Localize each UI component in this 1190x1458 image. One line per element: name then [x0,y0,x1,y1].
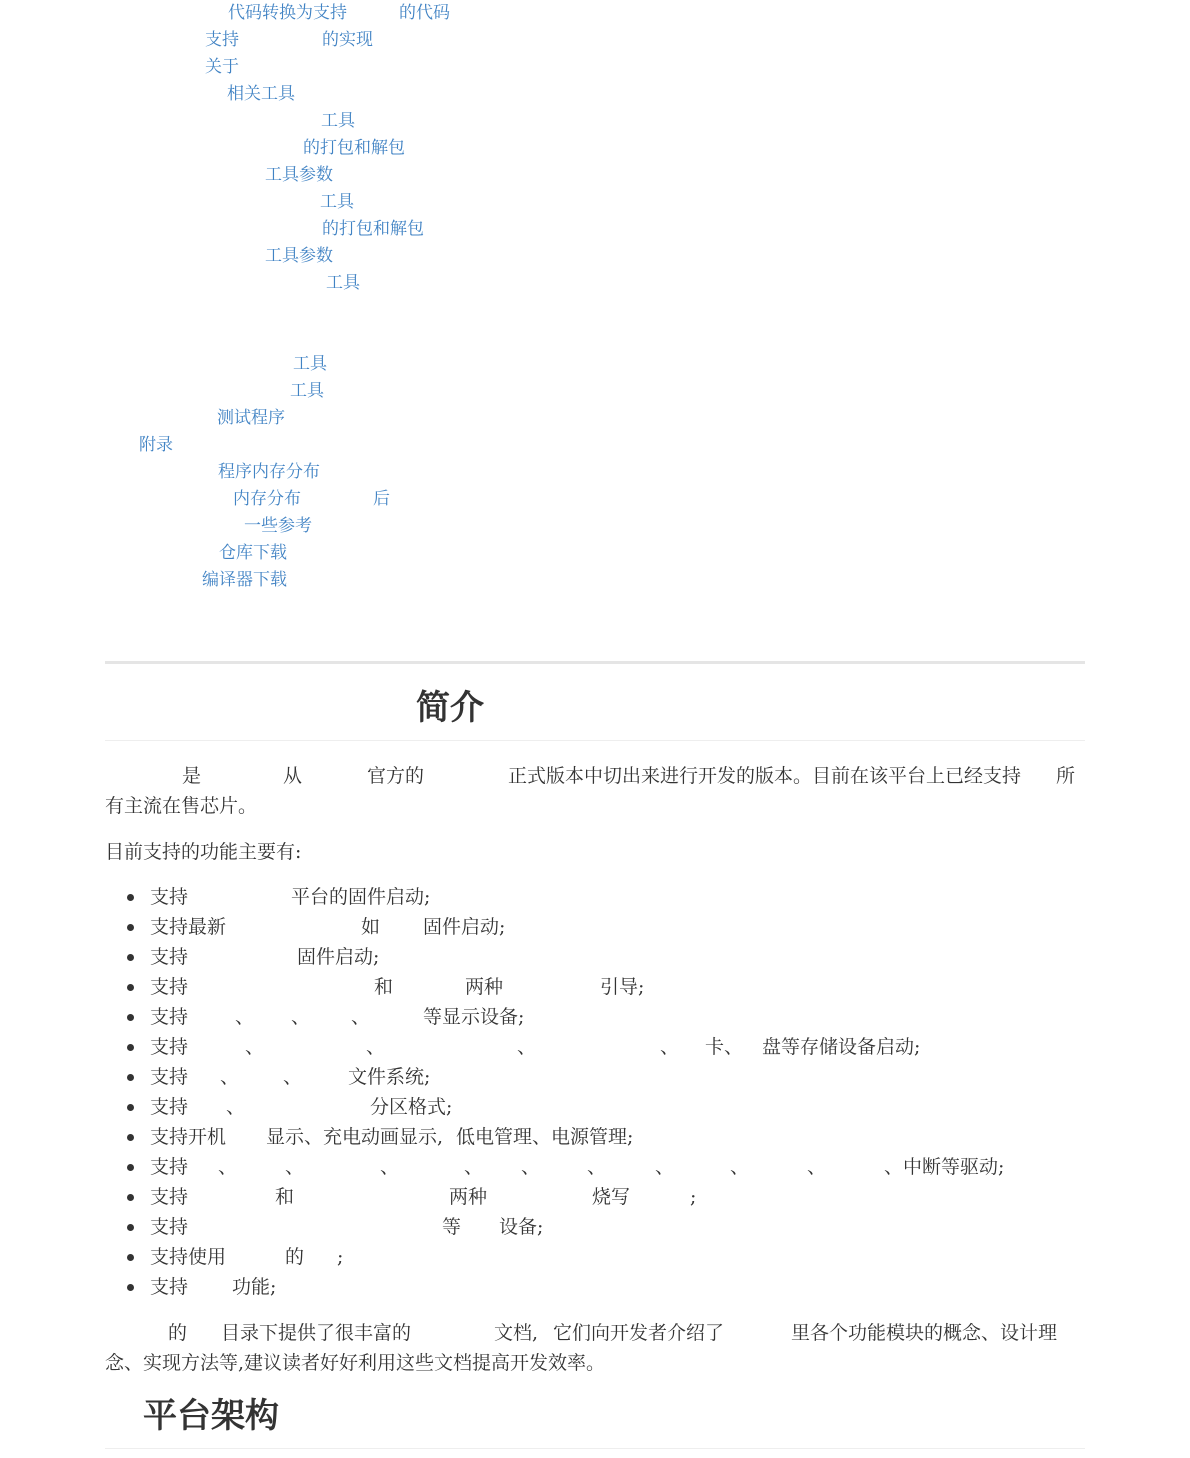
toc-link[interactable]: 工具参数 [265,165,333,185]
list-item-text: 设备; [499,1216,544,1238]
list-item-text: 固件启动; [423,916,506,938]
list-item-text: 、 [517,1036,537,1058]
toc-link[interactable]: 后 [373,489,390,509]
list-item-text: 支持 [150,1276,189,1298]
list-item-text: 、 [521,1156,541,1178]
platform-heading-underline [105,1448,1085,1449]
list-item-text: 、中断等驱动; [884,1156,1005,1178]
bullet-icon [127,1074,134,1081]
toc-link[interactable]: 代码转换为支持 [228,3,347,23]
intro-paragraph-line2: 有主流在售芯片。 [105,795,258,817]
list-item-text: 、 [283,1066,303,1088]
list-item-text: 、 [220,1066,240,1088]
intro-heading-underline [105,740,1085,741]
bullet-icon [127,1164,134,1171]
list-item-text: 两种 [465,976,504,998]
toc-link[interactable]: 的实现 [322,30,373,50]
list-item-text: 支持 [150,1096,189,1118]
features-intro: 目前支持的功能主要有: [105,841,302,863]
list-item-text: 、 [235,1006,255,1028]
list-item-text: 卡、 [705,1036,744,1058]
list-item-text: 和 [374,976,394,998]
bullet-icon [127,1284,134,1291]
list-item-text: 支持 [150,946,189,968]
list-item-text: 、 [380,1156,400,1178]
toc-link[interactable]: 工具 [321,111,355,131]
toc-link[interactable]: 工具 [293,354,327,374]
list-item-text: 烧写 [592,1186,631,1208]
list-item-text: 、 [351,1006,371,1028]
list-item-text: 、 [655,1156,675,1178]
list-item-text: 两种 [449,1186,488,1208]
list-item-text: 支持 [150,976,189,998]
docs-text-fragment: 的 [168,1322,188,1344]
toc-link[interactable]: 的打包和解包 [303,138,405,158]
list-item-text: 、 [366,1036,386,1058]
list-item-text: 文件系统; [348,1066,431,1088]
docs-text-fragment: 它们向开发者介绍了 [553,1322,725,1344]
list-item-text: 支持 [150,1006,189,1028]
list-item-text: 、 [730,1156,750,1178]
list-item-text: 、 [226,1096,246,1118]
list-item-text: 和 [275,1186,295,1208]
list-item-text: 分区格式; [370,1096,453,1118]
toc-link[interactable]: 支持 [205,30,239,50]
list-item-text: 的 [285,1246,305,1268]
list-item-text: 、 [245,1036,265,1058]
toc-link[interactable]: 程序内存分布 [218,462,320,482]
toc-link[interactable]: 工具 [320,192,354,212]
docs-text-fragment: 目录下提供了很丰富的 [221,1322,412,1344]
toc-link[interactable]: 关于 [205,57,239,77]
section-divider [105,661,1085,664]
list-item-text: 如 [361,916,381,938]
intro-text-fragment: 所 [1056,765,1076,787]
list-item-text: 固件启动; [297,946,380,968]
list-item-text: 引导; [600,976,645,998]
list-item-text: 支持 [150,1156,189,1178]
intro-text-fragment: 官方的 [367,765,425,787]
list-item-text: ; [690,1186,697,1208]
toc-link[interactable]: 仓库下载 [219,543,287,563]
toc-link[interactable]: 附录 [139,435,173,455]
platform-heading: 平台架构 [143,1396,279,1436]
list-item-text: 等 [442,1216,462,1238]
list-item-text: 、 [218,1156,238,1178]
bullet-icon [127,954,134,961]
list-item-text: 、 [587,1156,607,1178]
list-item-text: 低电管理、电源管理; [456,1126,634,1148]
list-item-text: 支持使用 [150,1246,227,1268]
bullet-icon [127,1044,134,1051]
list-item-text: 显示、充电动画显示, [266,1126,444,1148]
bullet-icon [127,1224,134,1231]
list-item-text: ; [337,1246,344,1268]
intro-heading: 简介 [416,688,484,728]
list-item-text: 盘等存储设备启动; [762,1036,921,1058]
bullet-icon [127,1254,134,1261]
toc-link[interactable]: 工具 [326,273,360,293]
docs-text-fragment: 里各个功能模块的概念、设计理 [791,1322,1058,1344]
list-item-text: 功能; [232,1276,277,1298]
list-item-text: 支持最新 [150,916,227,938]
list-item-text: 、 [660,1036,680,1058]
toc-link[interactable]: 一些参考 [244,516,312,536]
bullet-icon [127,1014,134,1021]
list-item-text: 支持 [150,1066,189,1088]
bullet-icon [127,984,134,991]
list-item-text: 支持 [150,1036,189,1058]
list-item-text: 、 [291,1006,311,1028]
intro-text-fragment: 从 [283,765,303,787]
bullet-icon [127,1194,134,1201]
toc-link[interactable]: 工具参数 [265,246,333,266]
toc-link[interactable]: 内存分布 [233,489,301,509]
bullet-icon [127,894,134,901]
list-item-text: 支持 [150,886,189,908]
docs-text-fragment: 文档, [494,1322,539,1344]
list-item-text: 、 [807,1156,827,1178]
list-item-text: 、 [285,1156,305,1178]
list-item-text: 等显示设备; [423,1006,525,1028]
intro-text-fragment: 正式版本中切出来进行开发的版本。目前在该平台上已经支持 [508,765,1022,787]
toc-link[interactable]: 相关工具 [227,84,295,104]
intro-text-fragment: 是 [182,765,202,787]
list-item-text: 支持 [150,1216,189,1238]
docs-paragraph-line2: 念、实现方法等,建议读者好好利用这些文档提高开发效率。 [105,1352,606,1374]
list-item-text: 支持开机 [150,1126,227,1148]
bullet-icon [127,1104,134,1111]
bullet-icon [127,924,134,931]
list-item-text: 平台的固件启动; [291,886,431,908]
toc-link[interactable]: 工具 [290,381,324,401]
toc-link[interactable]: 编译器下载 [202,570,287,590]
toc-link[interactable]: 的代码 [399,3,450,23]
toc-link[interactable]: 测试程序 [217,408,285,428]
list-item-text: 支持 [150,1186,189,1208]
toc-link[interactable]: 的打包和解包 [322,219,424,239]
list-item-text: 、 [464,1156,484,1178]
bullet-icon [127,1134,134,1141]
